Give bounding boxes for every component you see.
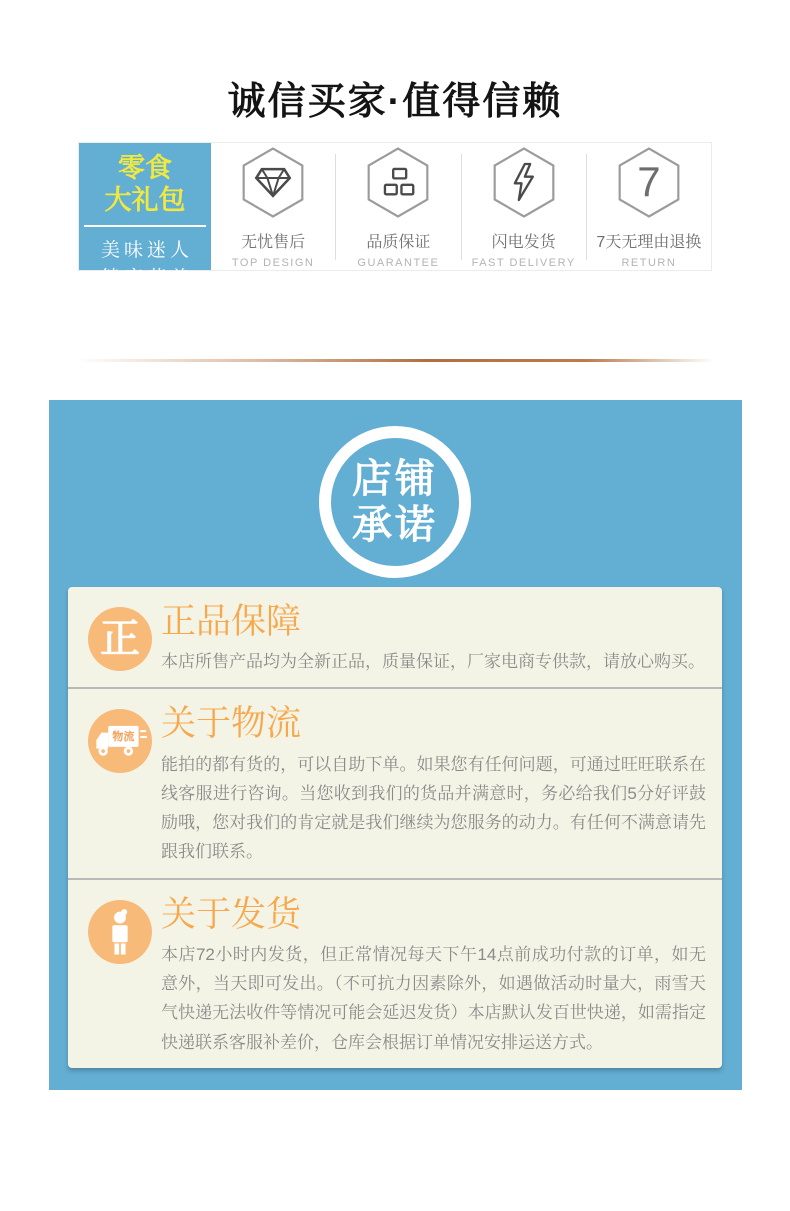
section-divider — [75, 359, 715, 362]
truck-icon — [88, 709, 152, 773]
badge-label: 无忧售后 — [241, 233, 306, 251]
badge-caption: RETURN — [621, 256, 677, 269]
shop-promise-badge-line1: 店铺 — [352, 457, 438, 501]
brand-subtitle — [79, 237, 211, 294]
seven-icon — [618, 147, 680, 218]
section-title: 正品保障 — [161, 602, 302, 641]
shop-promise-badge — [319, 426, 471, 578]
section-content — [161, 704, 706, 866]
badge-caption: TOP DESIGN — [231, 256, 315, 269]
services-strip — [78, 142, 712, 290]
section-title: 关于物流 — [161, 704, 302, 744]
shop-promise-panel — [49, 400, 742, 1090]
badge-label: 闪电发货 — [491, 233, 556, 251]
brand-subtitle-line1: 美味迷人 — [100, 239, 193, 261]
badge-return — [587, 145, 711, 269]
page-title: 诚信买家·值得信赖 — [227, 81, 563, 123]
shop-promise-badge-line2: 承诺 — [352, 503, 438, 547]
badge-caption: FAST DELIVERY — [471, 256, 576, 269]
lightning-icon — [493, 147, 555, 218]
courier-person-icon — [88, 900, 152, 964]
section-content — [161, 895, 706, 1057]
brand-headline — [79, 143, 211, 217]
section-body: 本店72小时内发货，但正常情况每天下午14点前成功付款的订单，如无意外，当天即可发出。（不可抗力因素除外，如遇做活动时量大，雨雪天气快递无法收件等情况可能会延迟发货）本店默认发百世快递，如需指定快递联系客服补差价，仓库会根据订单情况安排运送方式。 — [161, 944, 706, 1052]
badge-label: 品质保证 — [366, 233, 431, 251]
service-badges — [211, 143, 711, 270]
seven-glyph: 7 — [637, 158, 661, 205]
authentic-seal-icon — [88, 607, 152, 671]
promise-card — [68, 587, 722, 1068]
brand-headline-line1: 零食 — [118, 153, 172, 183]
brand-subtitle-line2: 健康营养 — [100, 268, 193, 290]
badge-quality — [336, 145, 460, 269]
section-logistics — [68, 687, 722, 877]
section-content — [161, 602, 706, 676]
brand-headline-line2: 大礼包 — [104, 185, 186, 216]
badge-caption: GUARANTEE — [357, 256, 440, 269]
badge-label: 7天无理由退换 — [596, 233, 702, 251]
section-shipping — [68, 878, 722, 1068]
section-body: 能拍的都有货的，可以自助下单。如果您有任何问题，可通过旺旺联系在线客服进行咨询。当您收到我们的货品并满意时，务必给我们5分好评鼓励哦，您对我们的肯定就是我们继续为您服务的动力。有任何不满意请先跟我们联系。 — [161, 754, 706, 862]
badge-fast-delivery — [462, 145, 586, 269]
truck-icon-label: 物流 — [112, 731, 135, 744]
quality-icon — [367, 147, 429, 218]
brand-box — [79, 143, 211, 290]
badge-after-sales — [211, 145, 335, 269]
diamond-icon — [242, 147, 304, 218]
authentic-glyph: 正 — [100, 617, 140, 661]
section-title: 关于发货 — [161, 894, 302, 934]
section-body: 本店所售产品均为全新正品，质量保证，厂家电商专供款，请放心购买。 — [161, 652, 705, 672]
brand-divider — [84, 225, 206, 227]
section-authenticity — [68, 587, 722, 687]
